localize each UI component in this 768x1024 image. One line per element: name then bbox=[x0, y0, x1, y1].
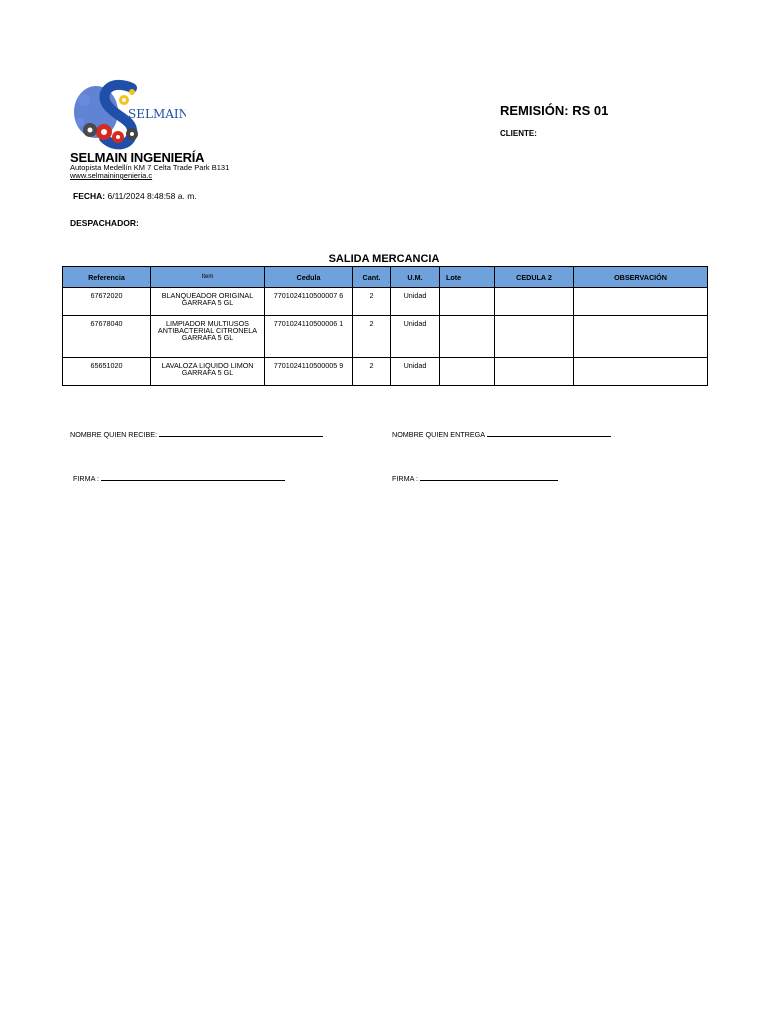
cell-referencia: 65651020 bbox=[63, 358, 151, 386]
cell-cedula: 7701024110500006 1 bbox=[265, 316, 353, 358]
cell-observacion bbox=[574, 316, 708, 358]
items-table bbox=[62, 266, 708, 386]
logo-text: SELMAIN bbox=[128, 107, 186, 121]
cell-lote bbox=[440, 288, 495, 316]
cell-um: Unidad bbox=[391, 288, 440, 316]
cell-item: BLANQUEADOR ORIGINAL GARRAFA 5 GL bbox=[151, 288, 265, 316]
cell-item: LIMPIADOR MULTIUSOS ANTIBACTERIAL CITRONELA GARRAFA 5 GL bbox=[151, 316, 265, 358]
col-header-um: U.M. bbox=[391, 267, 440, 288]
cell-item: LAVALOZA LIQUIDO LIMON GARRAFA 5 GL bbox=[151, 358, 265, 386]
remision-title: REMISIÓN: RS 01 bbox=[500, 103, 609, 118]
col-header-observacion: OBSERVACIÓN bbox=[574, 267, 708, 288]
col-header-cedula2: CEDULA 2 bbox=[495, 267, 574, 288]
entrega-signature-field bbox=[392, 429, 611, 439]
cell-cedula2 bbox=[495, 316, 574, 358]
firma-right-field bbox=[392, 473, 558, 483]
despachador-label: DESPACHADOR: bbox=[70, 218, 139, 228]
cell-cant: 2 bbox=[353, 288, 391, 316]
company-website[interactable]: www.selmainingenieria.c bbox=[70, 171, 153, 180]
entrega-label: NOMBRE QUIEN ENTREGA bbox=[392, 430, 485, 439]
cell-observacion bbox=[574, 358, 708, 386]
cell-referencia: 67672020 bbox=[63, 288, 151, 316]
company-address: Autopista Medellín KM 7 Celta Trade Park B131 bbox=[70, 163, 230, 172]
company-logo bbox=[70, 78, 186, 150]
firma-right-label: FIRMA : bbox=[392, 474, 418, 483]
cell-referencia: 67678040 bbox=[63, 316, 151, 358]
firma-left-field bbox=[73, 473, 285, 483]
cell-cedula: 7701024110500007 6 bbox=[265, 288, 353, 316]
col-header-cedula: Cedula bbox=[265, 267, 353, 288]
col-header-item: Item bbox=[151, 267, 265, 288]
entrega-line[interactable] bbox=[487, 429, 611, 437]
company-name: SELMAIN INGENIERÍA bbox=[70, 150, 205, 165]
cell-um: Unidad bbox=[391, 316, 440, 358]
table-title: SALIDA MERCANCIA bbox=[328, 253, 440, 265]
firma-left-line[interactable] bbox=[101, 473, 285, 481]
fecha-label: FECHA: bbox=[73, 191, 106, 201]
cell-cedula: 7701024110500005 9 bbox=[265, 358, 353, 386]
table-row bbox=[63, 316, 708, 358]
col-header-lote: Lote bbox=[440, 267, 495, 288]
col-header-referencia: Referencia bbox=[63, 267, 151, 288]
cell-lote bbox=[440, 358, 495, 386]
firma-left-label: FIRMA : bbox=[73, 474, 99, 483]
cell-um: Unidad bbox=[391, 358, 440, 386]
recibe-signature-field bbox=[70, 429, 323, 439]
cell-observacion bbox=[574, 288, 708, 316]
cell-cant: 2 bbox=[353, 316, 391, 358]
table-header-row bbox=[63, 267, 708, 288]
col-header-cant: Cant. bbox=[353, 267, 391, 288]
cell-lote bbox=[440, 316, 495, 358]
cell-cedula2 bbox=[495, 358, 574, 386]
cell-cant: 2 bbox=[353, 358, 391, 386]
firma-right-line[interactable] bbox=[420, 473, 558, 481]
cell-cedula2 bbox=[495, 288, 574, 316]
fecha-line bbox=[73, 191, 197, 201]
recibe-line[interactable] bbox=[159, 429, 323, 437]
table-row bbox=[63, 358, 708, 386]
cliente-label: CLIENTE: bbox=[500, 129, 537, 138]
table-row bbox=[63, 288, 708, 316]
fecha-value: 6/11/2024 8:48:58 a. m. bbox=[107, 191, 197, 201]
recibe-label: NOMBRE QUIEN RECIBE: bbox=[70, 430, 158, 439]
